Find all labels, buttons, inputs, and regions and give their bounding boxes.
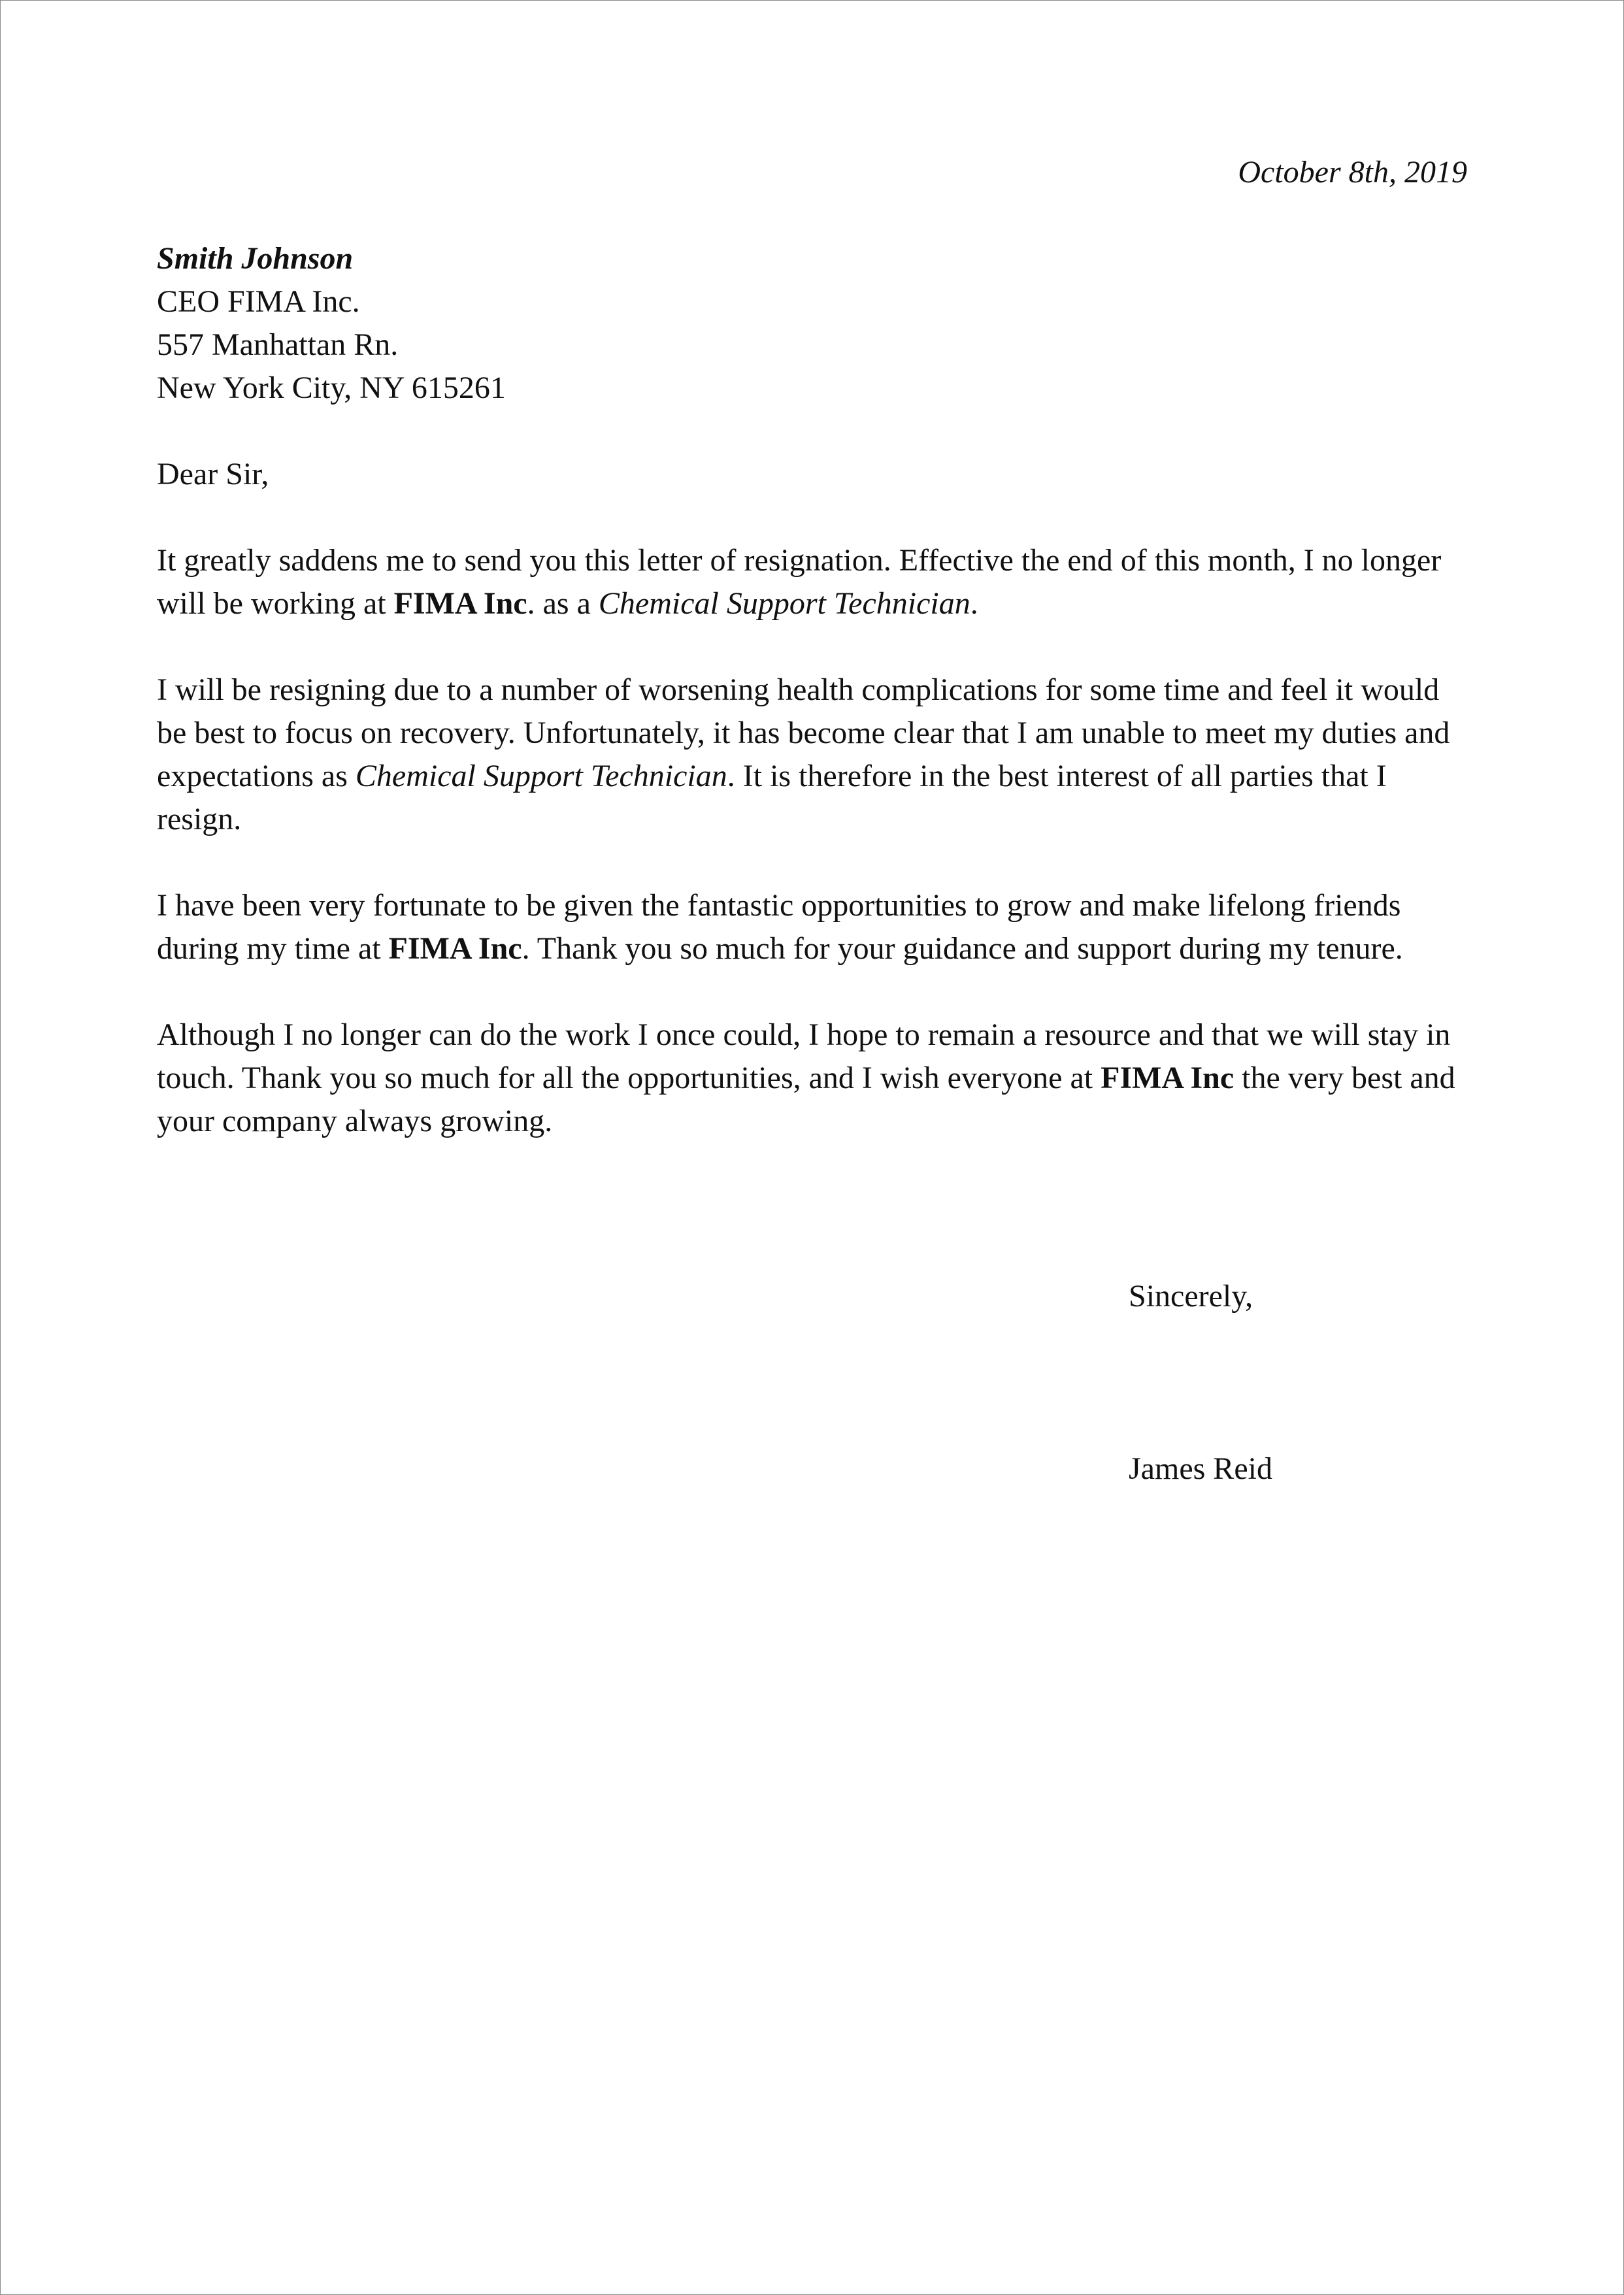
paragraph-text: I have been very fortunate to be given the fantastic opportunities to grow and make lifelong friends during my time at [157, 888, 1401, 966]
recipient-name: Smith Johnson [157, 241, 354, 276]
closing: Sincerely, [1129, 1279, 1253, 1313]
job-title: Chemical Support Technician [598, 586, 970, 621]
recipient-title: CEO FIMA Inc. [157, 284, 360, 319]
recipient-street: 557 Manhattan Rn. [157, 327, 399, 362]
paragraph-text: It greatly saddens me to send you this letter of resignation. Effective the end of this month, I no longer will be working at [157, 543, 1442, 621]
paragraph-text: I will be resigning due to a number of worsening health complications for some time and feel it would be best to focus on recovery. Unfortunately, it has become clear that I am unable to meet my duties and expectations as [157, 672, 1450, 793]
signer-name: James Reid [1129, 1451, 1272, 1486]
paragraph-text: the very best and your company always growing. [157, 1061, 1455, 1138]
job-title: Chemical Support Technician [355, 759, 727, 793]
recipient-city: New York City, NY 615261 [157, 371, 506, 405]
paragraph-gratitude [157, 884, 1467, 970]
paragraph-text: . Thank you so much for your guidance and support during my tenure. [522, 931, 1403, 966]
paragraph-text: Although I no longer can do the work I once could, I hope to remain a resource and that we will stay in touch. Thank you so much for all the opportunities, and I wish everyone at [157, 1017, 1451, 1095]
paragraph-text: . [970, 586, 978, 621]
company-name: FIMA Inc [1101, 1061, 1235, 1095]
salutation: Dear Sir, [157, 457, 269, 491]
company-name: FIMA Inc [393, 586, 527, 621]
recipient-address-block [157, 237, 1467, 410]
paragraph-reason [157, 669, 1467, 841]
paragraph-text: . as a [527, 586, 599, 621]
paragraph-text: . It is therefore in the best interest of all parties that I resign. [157, 759, 1387, 836]
company-name: FIMA Inc [388, 931, 522, 966]
paragraph-resignation-notice [157, 539, 1467, 625]
letter-body [157, 151, 1467, 1186]
paragraph-farewell [157, 1014, 1467, 1143]
letter-date: October 8th, 2019 [1238, 155, 1467, 190]
